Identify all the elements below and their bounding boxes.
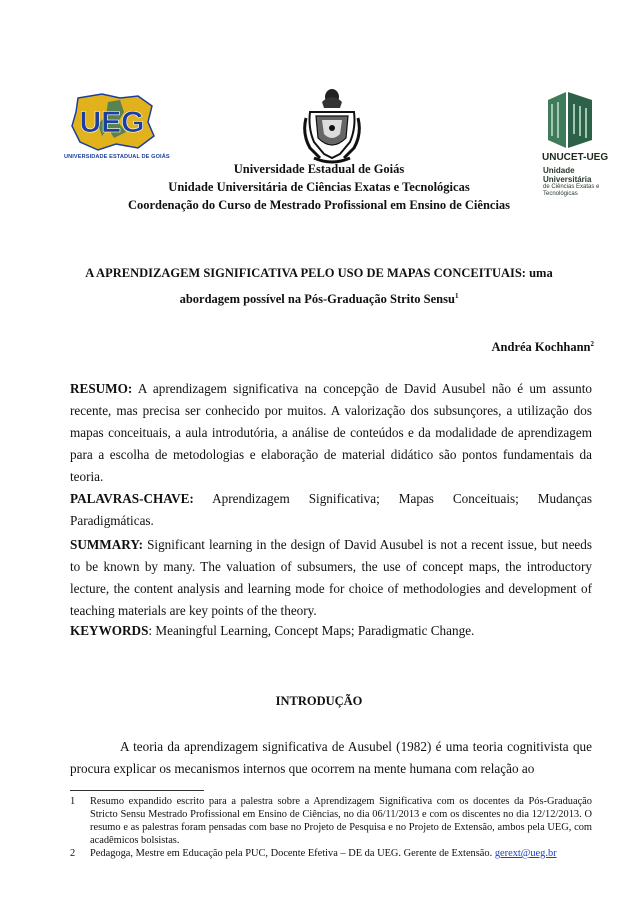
paper-title-line1: A APRENDIZAGEM SIGNIFICATIVA PELO USO DE MAPAS CONCEITUAIS: uma xyxy=(85,266,553,280)
unucet-subtitle: Unidade Universitária de Ciências Exatas e Tecnológicas xyxy=(543,166,600,197)
keywords-pt-text: Aprendizagem Significativa; Mapas Conceituais; Mudanças Paradigmáticas. xyxy=(70,491,592,528)
section-heading-introducao: INTRODUÇÃO xyxy=(275,694,363,708)
footnote-1-text: Resumo expandido escrito para a palestra sobre a Aprendizagem Significativa com os docentes da Pós-Graduação Stricto Sensu Mestrado Profissional em Ensino de Ciências, no dia 06/11/2013 e com os discentes no dia 12/12/2013. O resumo e as palestras foram pensadas com base no Projeto de Pesquisa e no Projeto de Extensão, ambos pela UEG, com acadêmicos bolsistas. xyxy=(90,796,592,846)
coat-of-arms-seal xyxy=(300,88,364,166)
keywords-pt-label: PALAVRAS-CHAVE: xyxy=(70,491,194,506)
keywords-en xyxy=(70,620,592,642)
email-link[interactable]: gerext@ueg.br xyxy=(494,848,557,859)
university-name: Universidade Estadual de Goiás xyxy=(233,162,405,176)
unucet-book-icon xyxy=(546,90,594,150)
footnote-2-text: Pedagoga, Mestre em Educação pela PUC, Docente Efetiva – DE da UEG. Gerente de Extensão. xyxy=(90,848,495,859)
ueg-logo xyxy=(64,92,170,172)
abstract-label: RESUMO: xyxy=(70,381,133,396)
footnote-ref-2[interactable]: 2 xyxy=(590,339,594,348)
keywords-pt xyxy=(70,488,592,532)
footnote-2 xyxy=(70,847,592,860)
abstract-pt xyxy=(70,378,592,488)
intro-paragraph: A teoria da aprendizagem significativa de Ausubel (1982) é uma teoria cognitivista que procura explicar os mecanismos internos que ocorrem na mente humana com relação ao xyxy=(70,739,592,776)
footnote-divider xyxy=(70,790,204,791)
abstract-en xyxy=(70,534,592,622)
footnote-1-number: 1 xyxy=(70,796,76,807)
footnote-ref-1[interactable]: 1 xyxy=(454,291,459,300)
footnote-1 xyxy=(70,795,592,847)
seal-icon xyxy=(300,88,364,166)
unucet-title: UNUCET-UEG xyxy=(542,152,609,163)
svg-text:UEG: UEG xyxy=(79,106,145,139)
course-coordination: Coordenação do Curso de Mestrado Profissional em Ensino de Ciências xyxy=(127,198,511,212)
summary-label: SUMMARY: xyxy=(70,537,144,552)
author-name: Andréa Kochhann$^2$ xyxy=(491,339,594,354)
ueg-logo-caption: UNIVERSIDADE ESTADUAL DE GOIÁS xyxy=(64,154,170,160)
ueg-map-mark xyxy=(68,92,156,152)
summary-text: Significant learning in the design of David Ausubel is not a recent issue, but needs to be known by many. The valuation of subsumers, the use of concept maps, the introductory lecture, the content analysis and learning mode for choice of methodologies and development of teaching materials are key points of the theory. xyxy=(70,537,593,618)
keywords-en-text: : Meaningful Learning, Concept Maps; Paradigmatic Change. xyxy=(148,623,475,638)
footnote-2-number: 2 xyxy=(70,848,76,859)
abstract-text: A aprendizagem significativa na concepção de David Ausubel não é um assunto recente, mas precisa ser conhecido por muitos. A valorização dos subsunçores, a utilização dos mapas conceituais, a aula introdutória, a análise de conteúdos e da modalidade de aprendizagem para a escolha de metodologias e elaboração de material didático são pontos fundamentais da teoria. xyxy=(70,381,592,484)
footnote-2-content xyxy=(90,847,592,860)
paper-title-line2: abordagem possível na Pós-Graduação Strito Sensu$^1$ xyxy=(179,291,459,306)
keywords-en-label: KEYWORDS xyxy=(70,623,149,638)
unit-name: Unidade Universitária de Ciências Exatas e Tecnológicas xyxy=(168,180,470,194)
